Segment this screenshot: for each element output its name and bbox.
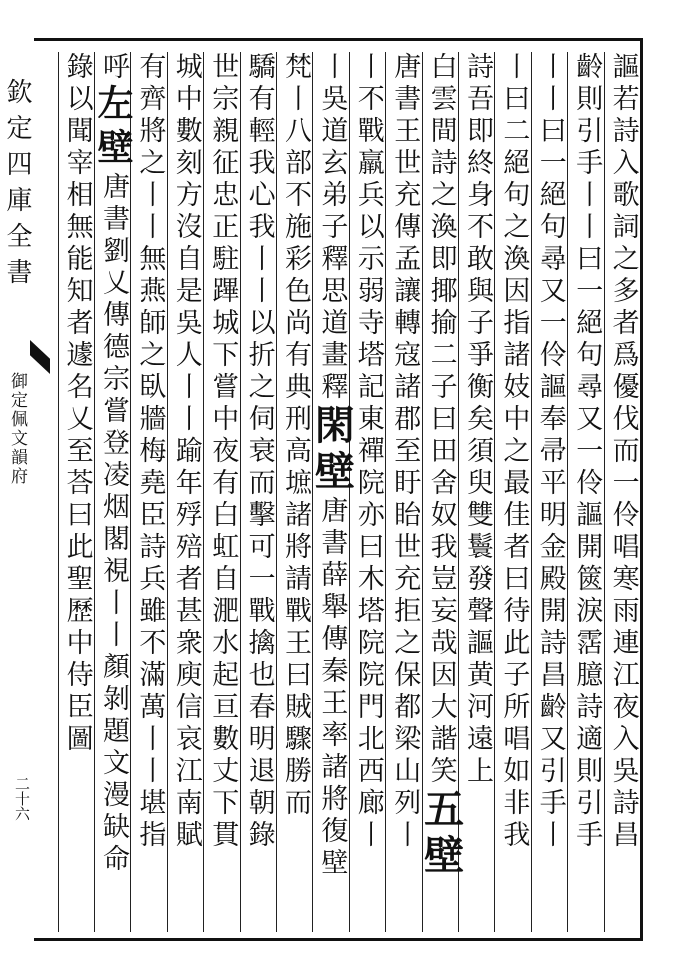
text-column — [165, 52, 207, 932]
column-text: 丨丨曰一絕句尋又一伶謳奉帚平明金殿開詩昌齡又引手丨 — [534, 52, 566, 852]
fishtail-mark-icon — [30, 340, 50, 374]
column-text: 齡則引手丨丨曰一絕句尋又一伶謳開篋淚霑臆詩適則引手 — [571, 52, 603, 852]
entry-heading: 左壁 — [92, 84, 134, 172]
column-text: 梵丨八部不施彩色尚有典刑高墌諸將請戰王曰賊驟勝而 — [280, 52, 311, 820]
entry-heading: 閑壁 — [308, 404, 356, 496]
text-column — [238, 52, 280, 932]
column-text: 呼 — [98, 52, 129, 84]
text-column — [602, 52, 644, 932]
text-column — [383, 52, 425, 932]
text-column — [529, 52, 571, 932]
text-column — [308, 52, 356, 932]
column-text: 丨曰二絕句之渙因指諸妓中之最佳者曰待此子所唱如非我 — [498, 52, 530, 852]
text-column — [274, 52, 316, 932]
text-column — [128, 52, 170, 932]
page-margin-strip — [0, 38, 34, 941]
page-number: 二十六 — [13, 776, 31, 821]
text-column — [92, 52, 134, 932]
column-text: 世宗親征忠正駐蹕城下嘗中夜有白虹自淝水起亘數丈下貫 — [207, 52, 239, 852]
frame-top-border — [34, 38, 643, 41]
column-text: 唐書劉乂傳德宗嘗登凌烟閣視丨丨顏剝題文漫缺命 — [98, 172, 129, 876]
book-title: 欽定四庫全書 — [2, 78, 32, 294]
column-text: 有齊將之丨丨無燕師之臥牆梅堯臣詩兵雖不滿萬丨丨堪指 — [134, 52, 166, 852]
column-text: 唐書王世充傳孟讓轉寇諸郡至盱眙世充拒之保都梁山列丨 — [389, 52, 421, 852]
text-column — [492, 52, 534, 932]
column-text: 丨不戰羸兵以示弱寺塔記東禪院亦曰木塔院院門北西廊丨 — [352, 52, 384, 852]
column-text: 城中數刻方沒自是吳人丨丨踰年殍殕者甚衆庾信哀江南賦 — [170, 52, 202, 852]
text-column — [417, 52, 465, 932]
book-sub-title: 御定佩文韻府 — [7, 372, 27, 486]
column-text: 白雲間詩之渙即揶揄二子曰田舍奴我豈妄哉因大諧笑 — [425, 52, 457, 788]
column-text: 丨吳道玄弟子釋思道畫釋 — [316, 52, 348, 404]
frame-bottom-border — [34, 938, 643, 941]
entry-heading: 五壁 — [417, 788, 465, 880]
text-column — [565, 52, 607, 932]
text-column — [201, 52, 243, 932]
column-text: 謳若詩入歌詞之多者爲優伐而一伶唱寒雨連江夜入吳詩昌 — [607, 52, 639, 852]
column-text: 詩吾即終身不敢與子爭衡矣須臾雙鬟發聲謳黄河遠上 — [462, 52, 493, 788]
column-text: 驕有輕我心我丨丨以折之伺衰而擊可一戰擒也春明退朝錄 — [243, 52, 275, 852]
column-text: 錄以聞宰相無能知者遽名乂至荅曰此聖歷中侍臣圖 — [61, 52, 93, 756]
text-column — [56, 52, 98, 932]
column-text: 唐書薛舉傳秦王率諸將復壁 — [316, 496, 348, 880]
